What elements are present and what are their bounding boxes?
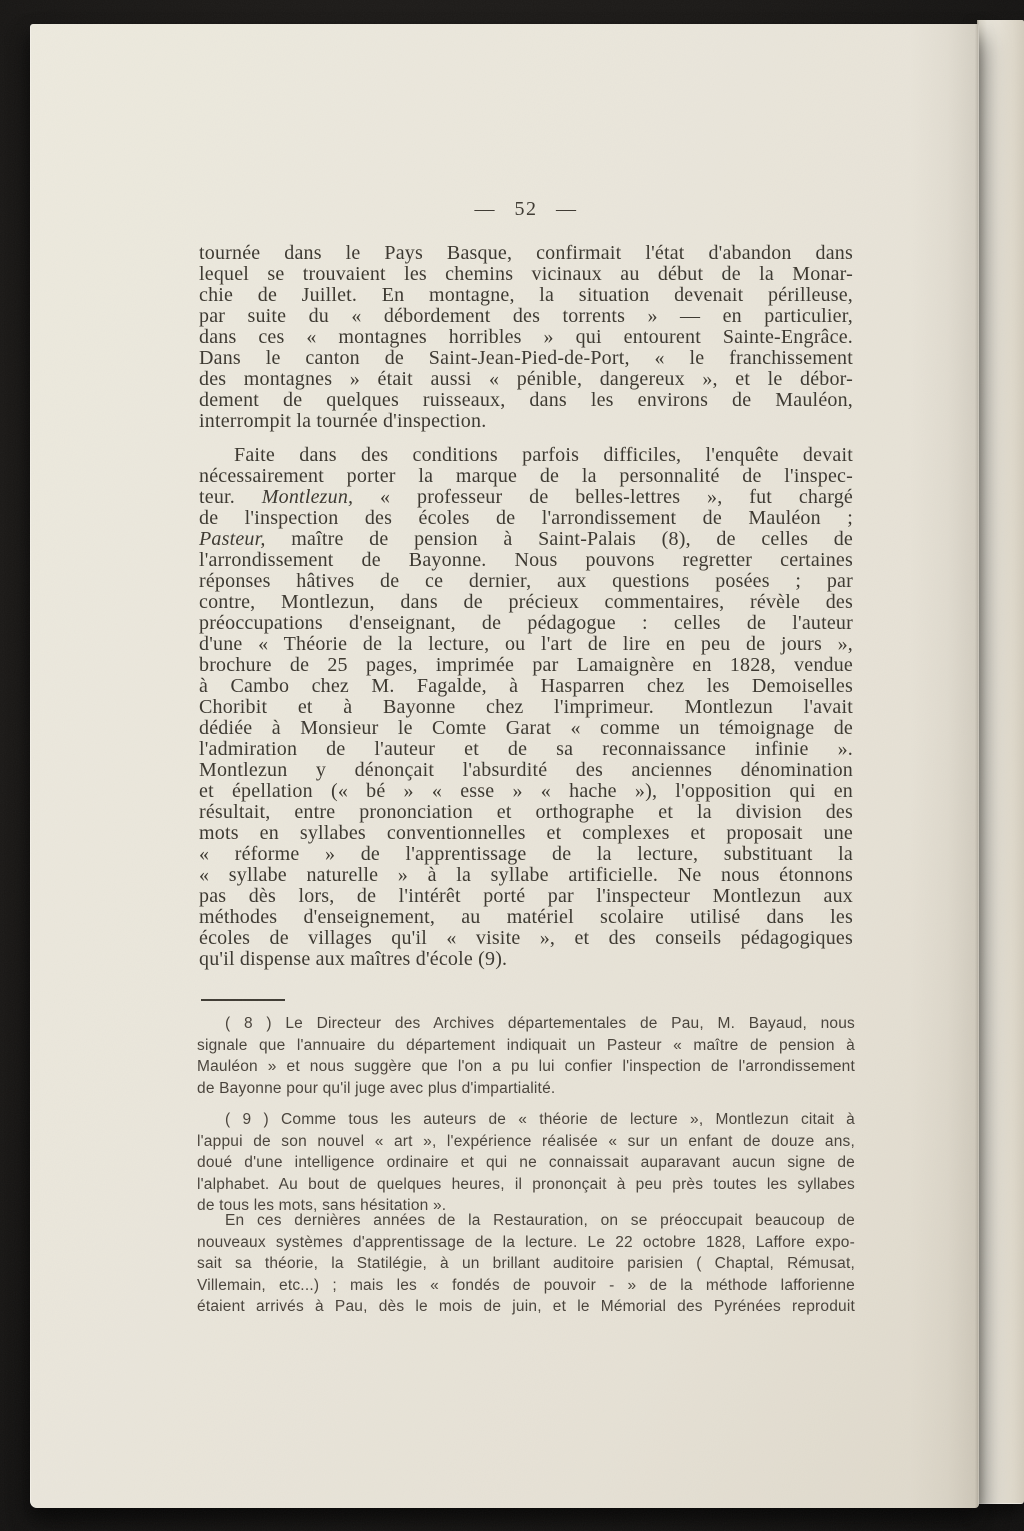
text-line: doué d'une intelligence ordinaire et qui ne connaissait auparavant aucun signe de xyxy=(197,1154,855,1171)
text-line: interrompit la tournée d'inspection. xyxy=(199,410,487,432)
footnote-continuation xyxy=(197,1210,855,1318)
footnote-8 xyxy=(197,1013,855,1099)
text-line: d'une « Théorie de la lecture, ou l'art de lire en peu de jours », xyxy=(199,633,853,655)
footnote-separator xyxy=(201,999,285,1001)
text-line: étaient arrivés à Pau, dès le mois de juin, et le Mémorial des Pyrénées reproduit xyxy=(197,1298,855,1315)
text-line: et épellation (« bé » « esse » « hache »), l'opposition qui en xyxy=(199,780,853,802)
text-line: « réforme » de l'apprentissage de la lecture, substituant la xyxy=(199,843,853,865)
text-line: brochure de 25 pages, imprimée par Lamaignère en 1828, vendue xyxy=(199,654,853,676)
text-line: chie de Juillet. En montagne, la situation devenait périlleuse, xyxy=(199,284,853,306)
text-line: sait sa théorie, la Statilégie, à un brillant auditoire parisien ( Chaptal, Rémusat, xyxy=(197,1255,855,1272)
page-fold-shading xyxy=(909,24,979,1508)
text-line: dans ces « montagnes horribles » qui entourent Sainte-Engrâce. xyxy=(199,326,853,348)
text-line: teur. Montlezun, « professeur de belles-lettres », fut chargé xyxy=(199,486,853,508)
footnote-9 xyxy=(197,1109,855,1217)
text-line: de l'inspection des écoles de l'arrondissement de Mauléon ; xyxy=(199,507,853,529)
text-line: Montlezun y dénonçait l'absurdité des anciennes dénomination xyxy=(199,759,853,781)
paragraph-2 xyxy=(199,445,853,970)
text-line: l'admiration de l'auteur et de sa reconnaissance infinie ». xyxy=(199,738,853,760)
book-page xyxy=(30,24,979,1508)
text-line: écoles de villages qu'il « visite », et des conseils pédagogiques xyxy=(199,927,853,949)
text-line: dédiée à Monsieur le Comte Garat « comme un témoignage de xyxy=(199,717,853,739)
text-line: nouveaux systèmes d'apprentissage de la lecture. Le 22 octobre 1828, Laffore expo- xyxy=(197,1233,855,1251)
text-line: de Bayonne pour qu'il juge avec plus d'impartialité. xyxy=(197,1079,556,1097)
text-line: méthodes d'enseignement, au matériel scolaire utilisé dans les xyxy=(199,906,853,928)
text-line: mots en syllabes conventionnelles et complexes et proposait une xyxy=(199,822,853,844)
text-line: Choribit et à Bayonne chez l'imprimeur. Montlezun l'avait xyxy=(199,696,853,718)
text-line: signale que l'annuaire du département indiquait un Pasteur « maître de pension à xyxy=(197,1036,855,1054)
text-line: Dans le canton de Saint-Jean-Pied-de-Port, « le franchissement xyxy=(199,347,853,369)
text-line: En ces dernières années de la Restauration, on se préoccupait beaucoup de xyxy=(225,1212,855,1229)
under-pages-edge xyxy=(977,20,1024,1504)
text-line: l'appui de son nouvel « art », l'expérience réalisée « sur un enfant de douze ans, xyxy=(197,1132,855,1150)
text-line: de tous les mots, sans hésitation ». xyxy=(197,1197,447,1214)
text-line: dement de quelques ruisseaux, dans les environs de Mauléon, xyxy=(199,389,853,411)
text-line: Mauléon » et nous suggère que l'on a pu lui confier l'inspection de l'arrondissement xyxy=(197,1058,855,1075)
text-line: pas dès lors, de l'intérêt porté par l'inspecteur Montlezun aux xyxy=(199,885,853,907)
text-line: « syllabe naturelle » à la syllabe artificielle. Ne nous étonnons xyxy=(199,864,853,886)
text-line: contre, Montlezun, dans de précieux commentaires, révèle des xyxy=(199,591,853,613)
text-line: nécessairement porter la marque de la personnalité de l'inspec- xyxy=(199,465,853,487)
text-line: qu'il dispense aux maîtres d'école (9). xyxy=(199,948,508,970)
text-line: des montagnes » était aussi « pénible, dangereux », et le débor- xyxy=(199,368,853,390)
text-line: Faite dans des conditions parfois difficiles, l'enquête devait xyxy=(234,444,853,466)
text-line: réponses hâtives de ce dernier, aux questions posées ; par xyxy=(199,570,853,592)
text-line: Pasteur, maître de pension à Saint-Palais (8), de celles de xyxy=(199,528,853,550)
text-line: l'alphabet. Au bout de quelques heures, il prononçait à peu près toutes les syllabes xyxy=(197,1175,855,1193)
text-line: préoccupations d'enseignant, de pédagogue : celles de l'auteur xyxy=(199,612,853,634)
text-line: tournée dans le Pays Basque, confirmait l'état d'abandon dans xyxy=(199,242,853,264)
text-line: ( 9 ) Comme tous les auteurs de « théorie de lecture », Montlezun citait à xyxy=(225,1111,855,1128)
paragraph-1 xyxy=(199,243,853,432)
text-line: ( 8 ) Le Directeur des Archives départementales de Pau, M. Bayaud, nous xyxy=(225,1015,855,1032)
text-line: Villemain, etc...) ; mais les « fondés de pouvoir - » de la méthode lafforienne xyxy=(197,1276,855,1294)
text-line: l'arrondissement de Bayonne. Nous pouvons regretter certaines xyxy=(199,549,853,571)
text-line: à Cambo chez M. Fagalde, à Hasparren chez les Demoiselles xyxy=(199,675,853,697)
text-line: lequel se trouvaient les chemins vicinaux au début de la Monar- xyxy=(199,263,853,285)
text-line: résultait, entre prononciation et orthographe et la division des xyxy=(199,801,853,823)
page-number: — 52 — xyxy=(474,198,578,220)
text-line: par suite du « débordement des torrents » — en particulier, xyxy=(199,305,853,327)
